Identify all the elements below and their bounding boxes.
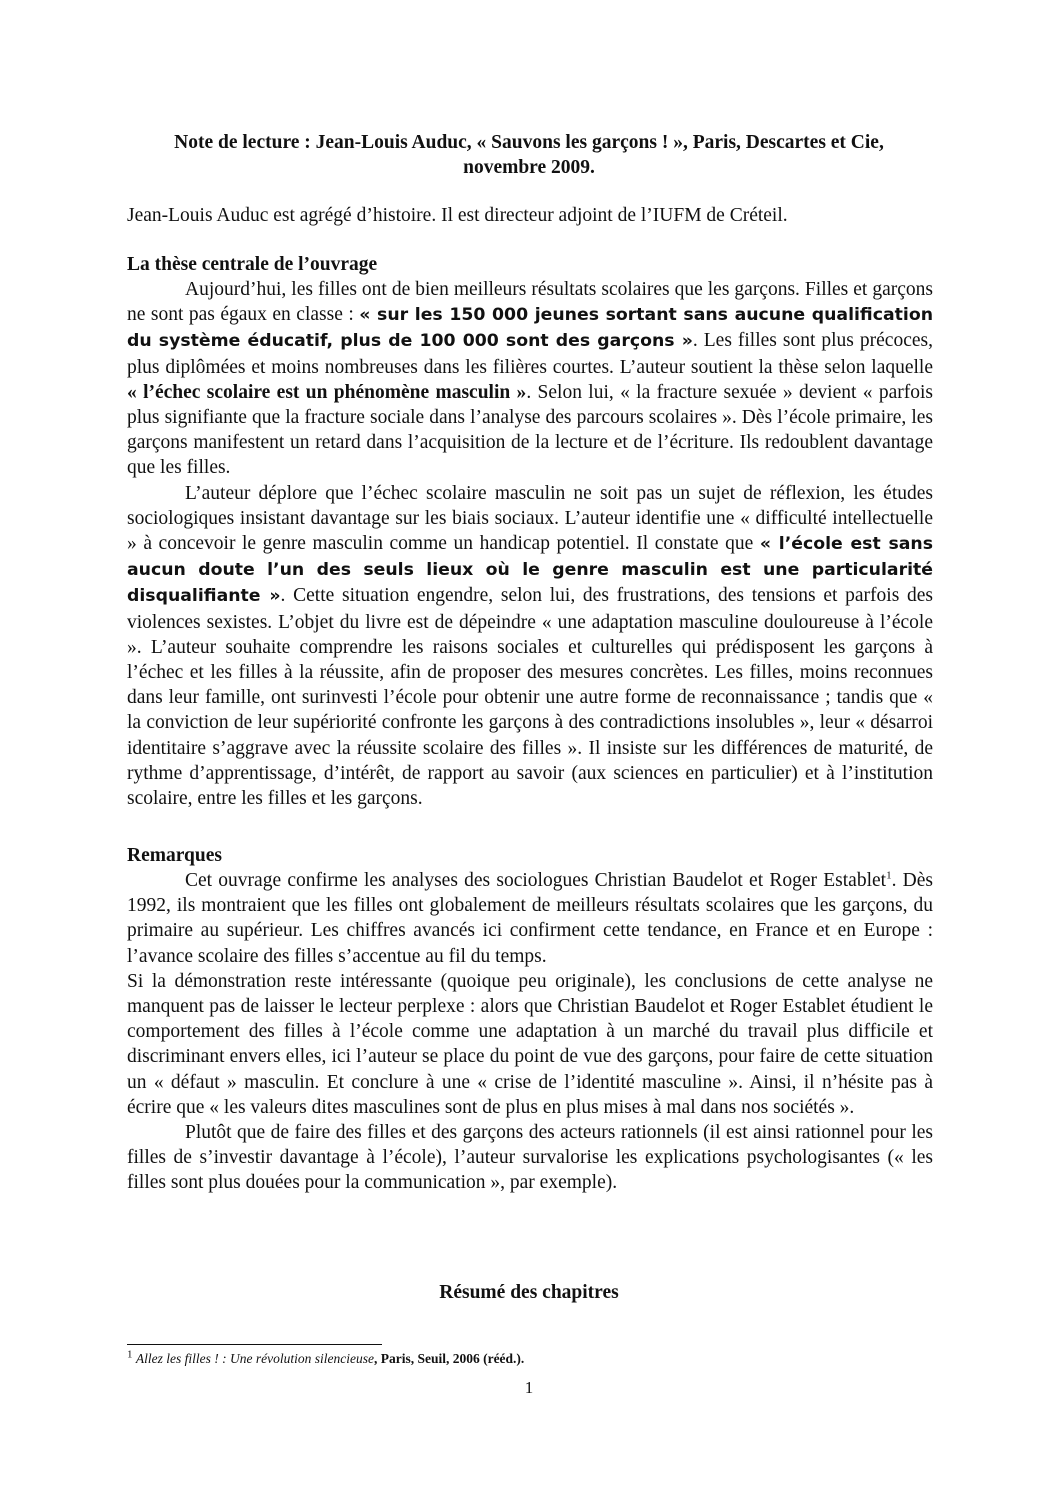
remarks-paragraph-1 [127, 868, 933, 969]
section-heading-remarks: Remarques [127, 845, 222, 866]
title-line-1: Note de lecture : Jean-Louis Auduc, « Sauvons les garçons ! », Paris, Descartes et Cie, [174, 132, 884, 153]
title-line-2: novembre 2009. [463, 157, 595, 178]
text-run: . Selon lui, « la fracture sexuée » devient « parfois plus signifiante que la fracture sociale dans l’analyse des parcours scolaires ». Dès l’école primaire, les garçons manifestent un retard dans l’acquisition de la lecture et de l’écriture. Ils redoublent davantage que les filles. [127, 381, 933, 479]
text-run: . Cette situation engendre, selon lui, des frustrations, des tensions et parfois des violences sexistes. L’objet du livre est de dépeindre « une adaptation masculine douloureuse à l’école ». L’auteur souhaite comprendre les raisons sociales et culturelles qui prédisposent les garçons à l’échec et les filles à la réussite, afin de proposer des mesures concrètes. Les filles, moins reconnues dans leur famille, ont surinvesti l’école pour obtenir une autre forme de reconnaissance ; tandis que « la conviction de leur supériorité confronte les garçons à des contradictions insolubles », leur « désarroi identitaire s’aggrave avec la réussite scolaire des filles ». Il insiste sur les différences de maturité, de rythme d’apprentissage, d’intérêt, de rapport au savoir (aux sciences en particulier) et à l’institution scolaire, entre les filles et les garçons. [127, 585, 933, 810]
document-title [120, 130, 938, 180]
bold-quote: « l’école est sans aucun doute l’un des seuls lieux où le genre masculin est une particularité disqualifiante » [127, 534, 933, 607]
section-heading-summary: Résumé des chapitres [439, 1282, 619, 1303]
remarks-paragraph-3: Plutôt que de faire des filles et des garçons des acteurs rationnels (il est ainsi rationnel pour les filles de s’investir davantage à l’école), l’auteur survalorise les explications psychologisantes (« les filles sont plus douées pour la communication », par exemple). [127, 1122, 933, 1194]
text-run: Cet ouvrage confirme les analyses des sociologues Christian Baudelot et Roger Establet [185, 870, 887, 891]
remarks-paragraph-2: Si la démonstration reste intéressante (quoique peu originale), les conclusions de cette analyse ne manquent pas de laisser le lecteur perplexe : alors que Christian Baudelot et Roger Establet étudient le comportement des filles à l’école comme une adaptation à un marché du travail plus difficile et discriminant envers elles, ici l’auteur se place du point de vue des garçons, pour faire de cette situation un « défaut » masculin. Et conclure à une « crise de l’identité masculine ». Ainsi, il n’hésite pas à écrire que « les valeurs dites masculines sont de plus en plus mises à mal dans nos sociétés ». [127, 970, 933, 1118]
text-run: . Les filles sont plus précoces, plus diplômées et moins nombreuses dans les filières courtes. L’auteur soutient la thèse selon laquelle [127, 330, 933, 378]
footnote [127, 1350, 524, 1368]
bold-quote: « sur les 150 000 jeunes sortant sans aucune qualification du système éducatif, plus de 100 000 sont des garçons » [127, 305, 933, 352]
section-thesis-body [127, 277, 933, 811]
footnote-divider [127, 1344, 382, 1345]
footnote-book-title: Allez les filles ! : Une révolution silencieuse [135, 1351, 374, 1366]
bold-quote: « l’échec scolaire est un phénomène masculin » [127, 381, 527, 403]
section-heading-thesis: La thèse centrale de l’ouvrage [127, 254, 378, 275]
text-run: L’auteur déplore que l’échec scolaire masculin ne soit pas un sujet de réflexion, les études sociologiques insistant davantage sur les biais sociaux. L’auteur identifie une « difficulté intellectuelle » à concevoir le genre masculin comme un handicap potentiel. Il constate que [127, 482, 933, 555]
page-number: 1 [524, 1378, 534, 1397]
author-intro: Jean-Louis Auduc est agrégé d’histoire. Il est directeur adjoint de l’IUFM de Créteil. [127, 205, 788, 226]
footnote-mark: 1 [127, 1348, 133, 1361]
thesis-paragraph-1 [127, 277, 933, 481]
thesis-paragraph-2 [127, 481, 933, 812]
text-run: . Dès 1992, ils montraient que les filles ont globalement de meilleurs résultats scolaires que les garçons, du primaire au supérieur. Les chiffres avancés ici confirment cette tendance, en France et en Europe : l’avance scolaire des filles s’accentue au fil du temps. [127, 870, 933, 967]
footnote-reference[interactable]: 1 [886, 869, 892, 882]
text-run: Aujourd’hui, les filles ont de bien meilleurs résultats scolaires que les garçons. Filles et garçons ne sont pas égaux en classe : [127, 279, 933, 326]
section-remarks-body [127, 868, 933, 1196]
footnote-details: , Paris, Seuil, 2006 (rééd.). [373, 1351, 525, 1366]
